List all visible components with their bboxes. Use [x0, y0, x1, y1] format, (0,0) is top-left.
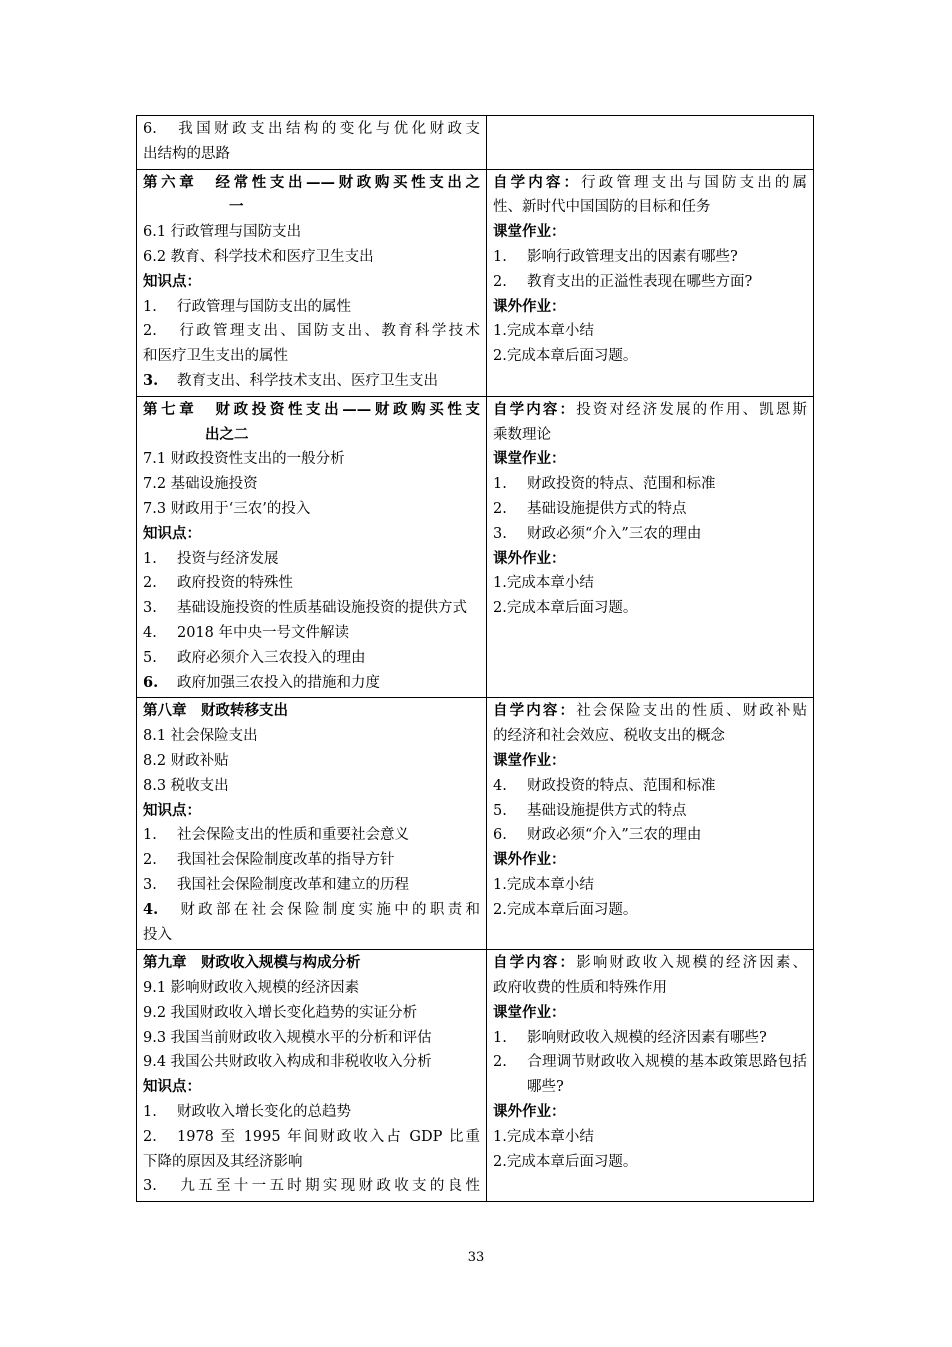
knowledge-point: [143, 898, 480, 923]
section-item: 9.4 我国公共财政收入构成和非税收收入分析: [143, 1054, 432, 1071]
item-number: 5.: [143, 649, 157, 666]
class-work-item: [493, 245, 807, 270]
item-text: 财政必须“介入”三农的理由: [527, 827, 702, 844]
chapter-8-assignments: [487, 698, 814, 950]
item-number: 3.: [143, 371, 159, 389]
section-item: 7.1 财政投资性支出的一般分析: [143, 451, 345, 468]
item-number: 3.: [143, 600, 157, 617]
chapter-9-outline: [137, 950, 487, 1202]
section-item: 8.3 税收支出: [143, 777, 229, 794]
knowledge-points-label: 知识点：: [143, 524, 201, 542]
self-study-text: 乘数理论: [493, 426, 551, 443]
homework-label: 课外作业：: [493, 297, 566, 315]
item-text: 我国社会保险制度改革的指导方针: [177, 852, 395, 869]
chapter-6-outline: [137, 169, 487, 396]
self-study-text: 投资对经济发展的作用、凯恩斯: [576, 401, 807, 418]
homework-item: 1.完成本章小结: [493, 876, 594, 893]
section-item: 9.1 影响财政收入规模的经济因素: [143, 980, 360, 997]
item-text: 影响财政收入规模的经济因素有哪些?: [527, 1029, 767, 1046]
knowledge-point: [143, 369, 480, 394]
item-text: 2018 年中央一号文件解读: [177, 624, 350, 641]
knowledge-points-label: 知识点：: [143, 801, 201, 819]
item-text: 影响行政管理支出的因素有哪些?: [527, 248, 738, 265]
item-number: 1.: [493, 1029, 507, 1046]
item-number: 6.: [493, 827, 507, 844]
item-number: 1.: [143, 827, 157, 844]
item-number: 3.: [143, 876, 157, 893]
chapter-7-outline: [137, 396, 487, 698]
item-number: 2.: [143, 323, 157, 340]
knowledge-point: [143, 671, 480, 696]
chapter-title: 第七章 财政投资性支出——财政购买性支: [143, 400, 480, 418]
chapter-title: 出之二: [205, 425, 249, 443]
self-study-text: 的经济和社会效应、税收支出的概念: [493, 728, 725, 745]
item-number: 3.: [493, 525, 507, 542]
item-text: 财政投资的特点、范围和标准: [527, 476, 716, 493]
chapter-7-assignments: [487, 396, 814, 698]
item-text: 和医疗卫生支出的属性: [143, 348, 288, 365]
page-number: 33: [467, 1250, 485, 1265]
class-work-label: 课堂作业：: [493, 450, 566, 468]
knowledge-point: [143, 848, 480, 873]
continuation-line: 出结构的思路: [143, 145, 230, 162]
self-study-label: 自学内容：: [493, 954, 577, 972]
table-row: [137, 396, 814, 698]
item-text: 投资与经济发展: [177, 550, 279, 567]
item-text: 政府加强三农投入的措施和力度: [177, 674, 380, 691]
class-work-item: [493, 497, 807, 522]
self-study: [493, 699, 807, 724]
item-text: 行政管理与国防支出的属性: [177, 298, 351, 315]
chapter-title: 第九章 财政收入规模与构成分析: [143, 954, 361, 972]
homework-item: 2.完成本章后面习题。: [493, 600, 638, 617]
homework-item: 2.完成本章后面习题。: [493, 348, 638, 365]
self-study: [493, 951, 807, 976]
class-work-item: [493, 1050, 807, 1100]
syllabus-table: [136, 115, 814, 1202]
self-study-label: 自学内容：: [493, 400, 577, 418]
item-number: 3.: [143, 1178, 157, 1195]
item-number: 6.: [143, 673, 159, 691]
item-number: 1.: [493, 476, 507, 493]
section-item: 6.1 行政管理与国防支出: [143, 224, 302, 241]
item-text: 政府投资的特殊性: [177, 575, 293, 592]
class-work-item: [493, 522, 807, 547]
self-study-text: 行政管理支出与国防支出的属: [581, 174, 807, 191]
homework-label: 课外作业：: [493, 851, 566, 869]
item-number: 1.: [493, 248, 507, 265]
knowledge-point: [143, 621, 480, 646]
continuation-line: 6. 我国财政支出结构的变化与优化财政支: [143, 121, 480, 137]
section-item: 7.3 财政用于‘三农’的投入: [143, 500, 311, 517]
knowledge-point: [143, 1174, 480, 1199]
knowledge-point: [143, 571, 480, 596]
item-number: 4.: [143, 900, 159, 918]
item-text: 基础设施投资的性质基础设施投资的提供方式: [177, 600, 467, 617]
knowledge-point: [143, 547, 480, 572]
item-text: 政府必须介入三农投入的理由: [177, 649, 366, 666]
item-number: 2.: [493, 1054, 507, 1071]
item-number: 2.: [493, 500, 507, 517]
class-work-item: [493, 472, 807, 497]
item-number: 2.: [143, 1128, 157, 1145]
class-work-item: [493, 799, 807, 824]
knowledge-point-cont: [143, 923, 480, 948]
item-number: 1.: [143, 550, 157, 567]
row-continuation-left: [137, 116, 487, 170]
chapter-9-assignments: [487, 950, 814, 1202]
item-number: 1.: [143, 298, 157, 315]
class-work-item: [493, 1026, 807, 1051]
chapter-title: 一: [229, 198, 244, 216]
item-number: 5.: [493, 802, 507, 819]
table-row: [137, 116, 814, 170]
item-text: 教育支出的正溢性表现在哪些方面?: [527, 273, 753, 290]
knowledge-point: [143, 319, 480, 344]
class-work-label: 课堂作业：: [493, 751, 566, 769]
item-number: 2.: [493, 273, 507, 290]
knowledge-point: [143, 1100, 480, 1125]
knowledge-points-label: 知识点：: [143, 272, 201, 290]
section-item: 9.3 我国当前财政收入规模水平的分析和评估: [143, 1029, 432, 1046]
knowledge-point: [143, 596, 480, 621]
section-item: 8.1 社会保险支出: [143, 728, 258, 745]
self-study: [493, 171, 807, 196]
class-work-item: [493, 270, 807, 295]
knowledge-point-cont: [143, 344, 480, 369]
chapter-title: 第八章 财政转移支出: [143, 702, 288, 720]
self-study-text: 性、新时代中国国防的目标和任务: [493, 199, 711, 216]
item-number: 1.: [143, 1104, 157, 1121]
homework-item: 2.完成本章后面习题。: [493, 901, 638, 918]
item-text: 合理调节财政收入规模的基本政策思路包括哪些?: [527, 1054, 807, 1096]
item-text: 我国社会保险制度改革和建立的历程: [177, 876, 409, 893]
section-item: 9.2 我国财政收入增长变化趋势的实证分析: [143, 1004, 418, 1021]
item-text: 1978 至 1995 年间财政收入占 GDP 比重: [177, 1128, 480, 1145]
knowledge-point: [143, 873, 480, 898]
homework-label: 课外作业：: [493, 1103, 566, 1121]
chapter-title: 第六章 经常性支出——财政购买性支出之: [143, 173, 480, 191]
table-row: [137, 169, 814, 396]
item-text: 投入: [143, 926, 172, 943]
item-text: 教育支出、科学技术支出、医疗卫生支出: [177, 372, 438, 389]
homework-item: 2.完成本章后面习题。: [493, 1153, 638, 1170]
knowledge-point: [143, 646, 480, 671]
class-work-label: 课堂作业：: [493, 1003, 566, 1021]
item-number: 2.: [143, 852, 157, 869]
section-item: 7.2 基础设施投资: [143, 476, 258, 493]
table-row: [137, 950, 814, 1202]
knowledge-points-label: 知识点：: [143, 1078, 201, 1096]
table-row: [137, 698, 814, 950]
self-study-text: 影响财政收入规模的经济因素、: [576, 955, 807, 972]
homework-item: 1.完成本章小结: [493, 323, 594, 340]
homework-label: 课外作业：: [493, 549, 566, 567]
self-study-text: 政府收费的性质和特殊作用: [493, 980, 667, 997]
homework-item: 1.完成本章小结: [493, 575, 594, 592]
chapter-6-assignments: [487, 169, 814, 396]
item-text: 社会保险支出的性质和重要社会意义: [177, 827, 409, 844]
self-study: [493, 398, 807, 423]
item-text: 财政收入增长变化的总趋势: [177, 1104, 351, 1121]
item-text: 下降的原因及其经济影响: [143, 1153, 303, 1170]
homework-item: 1.完成本章小结: [493, 1128, 594, 1145]
item-text: 基础设施提供方式的特点: [527, 500, 687, 517]
item-text: 行政管理支出、国防支出、教育科学技术: [177, 323, 480, 340]
self-study-label: 自学内容：: [493, 173, 582, 191]
knowledge-point: [143, 1125, 480, 1150]
self-study-label: 自学内容：: [493, 702, 577, 720]
item-text: 财政投资的特点、范围和标准: [527, 777, 716, 794]
section-item: 8.2 财政补贴: [143, 752, 229, 769]
class-work-label: 课堂作业：: [493, 223, 566, 241]
item-number: 2.: [143, 575, 157, 592]
class-work-item: [493, 823, 807, 848]
item-number: 4.: [493, 777, 507, 794]
self-study-text: 社会保险支出的性质、财政补贴: [576, 703, 807, 720]
item-text: 财政必须“介入”三农的理由: [527, 525, 702, 542]
section-item: 6.2 教育、科学技术和医疗卫生支出: [143, 248, 374, 265]
knowledge-point: [143, 295, 480, 320]
item-text: 财政部在社会保险制度实施中的职责和: [177, 901, 480, 918]
item-number: 4.: [143, 624, 157, 641]
class-work-item: [493, 774, 807, 799]
item-text: 基础设施提供方式的特点: [527, 802, 687, 819]
item-text: 九五至十一五时期实现财政收支的良性: [177, 1178, 480, 1195]
chapter-8-outline: [137, 698, 487, 950]
knowledge-point-cont: [143, 1150, 480, 1175]
row-continuation-right: [487, 116, 814, 170]
knowledge-point: [143, 823, 480, 848]
